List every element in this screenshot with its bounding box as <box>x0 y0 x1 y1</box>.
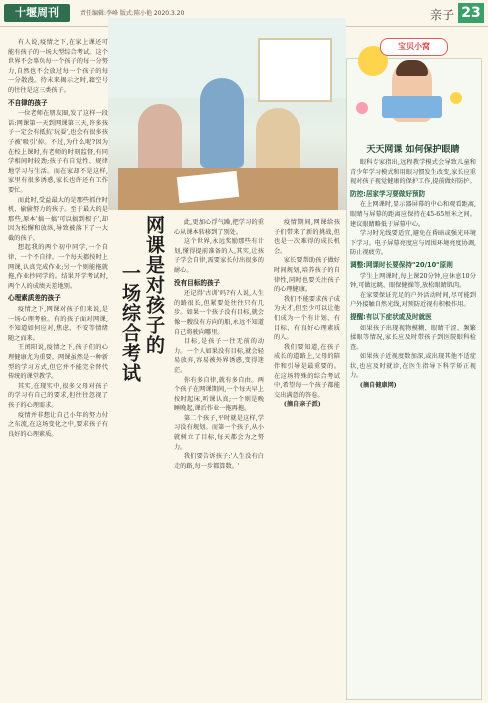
photo-shelf <box>258 38 332 102</box>
body-paragraph: 在家要保证充足的户外活动时间,尽可能到户外接触自然光线,对预防近视有积极作用。 <box>350 291 476 309</box>
child-hair <box>396 60 428 76</box>
article-column-3 <box>274 218 340 698</box>
body-paragraph: 学生上网课时,每上课20分钟,应休息10分钟,可做远眺、眼保健操等,放松眼睛肌肉。 <box>350 272 476 290</box>
sidebar-title: 天天网课 如何保护眼睛 <box>366 145 460 155</box>
section-name: 亲子 <box>429 8 454 22</box>
body-paragraph: 我们要知道,在孩子成长的道路上,父母的陪伴和引导是最重要的。在这场特殊的综合考试中,希望每一个孩子都能交出满意的答卷。 <box>274 343 340 399</box>
body-paragraph: 眼科专家指出,远程教学模式会导致儿童和青少年学习模式和用眼习惯发生改变,家长应重视对孩子视觉健康的保护工作,提前做好防护。 <box>350 159 476 186</box>
flower-icon <box>356 102 368 114</box>
publication-logo: 十堰周刊 <box>4 4 70 22</box>
photo-person <box>200 78 244 168</box>
body-paragraph: 如果孩子出现视物模糊、眼睛干涩、频繁揉眼等情况,家长应及时带孩子到医院眼科检查。 <box>350 324 476 351</box>
body-paragraph: 如果孩子近视度数加深,或出现其他不适症状,也应及时就诊,在医生指导下科学矫正视力。 <box>350 353 476 380</box>
body-paragraph: 王闰阳说,疫情之下,孩子们的心理健康尤为重要。网课虽然是一种新型的学习方式,但它并不能完全替代传统的课堂教学。 <box>8 344 108 381</box>
body-paragraph: 家长要帮助孩子做好时间规划,培养孩子的自律性,同时也要关注孩子的心理健康。 <box>274 257 340 294</box>
body-paragraph: 这个世界,永远奖励那些有计划,懂得提前准备的人,其实,让孩子学会自律,需要家长付出很多的耐心。 <box>174 238 264 274</box>
source-note: (摘自健康网) <box>359 382 397 390</box>
body-paragraph: 第二个孩子,平时就是这样,学习没有规划。而第一个孩子,从小就树立了目标,每天都会为之努力。 <box>174 414 264 451</box>
section-heading: 调整:网课时长要保持"20/10"原则 <box>350 260 453 269</box>
body-paragraph: 此,更加心浮气躁,把学习的重心从课本转移到了别处。 <box>174 219 264 236</box>
body-paragraph: 疫情之下,网课对孩子们来说,是一场心理考验。有的孩子面对网课,不知道如何应对,焦虑、不安等情绪随之而来。 <box>8 306 108 342</box>
body-paragraph: 目标,是孩子一往无前的动力。一个人如果没有目标,就会轻易放弃,容易被外界诱惑,变得迷茫。 <box>174 338 264 374</box>
section-heading: 不自律的孩子 <box>8 98 48 107</box>
body-paragraph: 一位老师在朋友圈,发了这样一段话:网课第一天到网课第三天,许多孩子一定会有抵抗'玩耍',也会有很多孩子被'吸引'掉。不过,为什么呢?因为在校上课时,有老师的时刻监督,有同学相间时较劲;孩子有自觉性、规律地学习与生活。而在家却不是这样,家里有很多诱惑,家长也许还有工作要忙。 <box>8 110 108 194</box>
article-photo <box>108 18 346 210</box>
banner-sign: 宝贝小窝 <box>380 38 448 56</box>
sidebar-banner <box>352 32 474 128</box>
section-heading: 防控:居家学习要做好预防 <box>350 189 426 198</box>
sidebar-column <box>350 158 476 694</box>
section-heading: 心理素质差的孩子 <box>8 294 61 303</box>
book-illustration <box>382 96 442 118</box>
body-paragraph: 还记得'古训'吗?有人说,人生的路很长,但紧要处往往只有几步。如果一个孩子没有目标,就会像一艘没有方向的船,永远不知道自己将驶向哪里。 <box>174 290 264 336</box>
source-note: (摘自亲子派) <box>283 401 321 409</box>
body-paragraph: 疫情期间,网课给孩子们带来了新的挑战,但也是一次难得的成长机会。 <box>274 219 340 255</box>
article-column-1 <box>8 38 108 698</box>
flower-icon <box>450 92 462 104</box>
section-heading: 没有目标的孩子 <box>174 278 221 287</box>
body-paragraph: 我们要告诉孩子:'人生没有白走的路,每一步都算数。' <box>174 453 264 470</box>
title-line-2: 一场综合考试 <box>119 263 141 383</box>
photo-person <box>138 104 182 174</box>
body-paragraph: 想起我的两个初中同学,一个自律、一个不自律。一个每天都按时上网课,认真完成作业;另一个则能拖就拖,作业抄同学的。结果开学考试时,两个人的成绩天差地别。 <box>8 244 108 290</box>
body-paragraph: 而此时,受益最大的是那些抓住时机、偷偷努力的孩子。至于最大的是那些,原本'搞一搞'可以搞到根子',却因为松懈和放纵,导致被落下了一大截的孩子。 <box>8 196 108 242</box>
body-paragraph: 学习时光线要适宜,避免在昏暗或强光环境下学习。电子屏幕亮度应与周围环境亮度协调,防止视疲劳。 <box>350 230 476 257</box>
section-heading: 提醒:有以下症状或及时就医 <box>350 312 432 321</box>
body-paragraph: 疫情并非想让自己小年的努力付之东流,在这场变化之中,要求孩子有良好的心理素质。 <box>8 411 108 438</box>
credits-line: 责任编辑:李峰 版式:陈小艳 2020.3.20 <box>80 10 185 17</box>
title-line-1: 网课是对孩子的 <box>143 215 165 355</box>
article-column-2 <box>174 218 264 698</box>
body-paragraph: 其实,在现实中,很多父母对孩子的学习有自己的要求,但往往忽视了孩子的心理需求。 <box>8 382 108 409</box>
article-title <box>112 215 168 460</box>
page-number: 23 <box>458 3 484 23</box>
body-paragraph: 你有多自律,就有多自由。两个孩子在网课期间,一个每天早上按时起床,听课认真;一个则是晚睡晚起,课后作业一拖再拖。 <box>174 376 264 413</box>
body-paragraph: 我们不能要求孩子成为天才,但至少可以让他们成为一个有计划、有目标、有良好心理素质的人。 <box>274 295 340 342</box>
body-paragraph: 在上网课时,显示器屏幕的中心和观看距离,眼睛与屏幕的距离应保持在45-65厘米之间。建议眼睛略低于屏幕中心。 <box>350 201 476 228</box>
body-paragraph: 有人说,疫情之下,在家上课还可能有孩子的一场大型综合考试。这个世界不会辜负每一个孩子的每一分努力,自然也不会放过每一个孩子的每一分散漫。待未来揭示之时,籍空号的往往是这三类孩子。 <box>8 39 108 94</box>
